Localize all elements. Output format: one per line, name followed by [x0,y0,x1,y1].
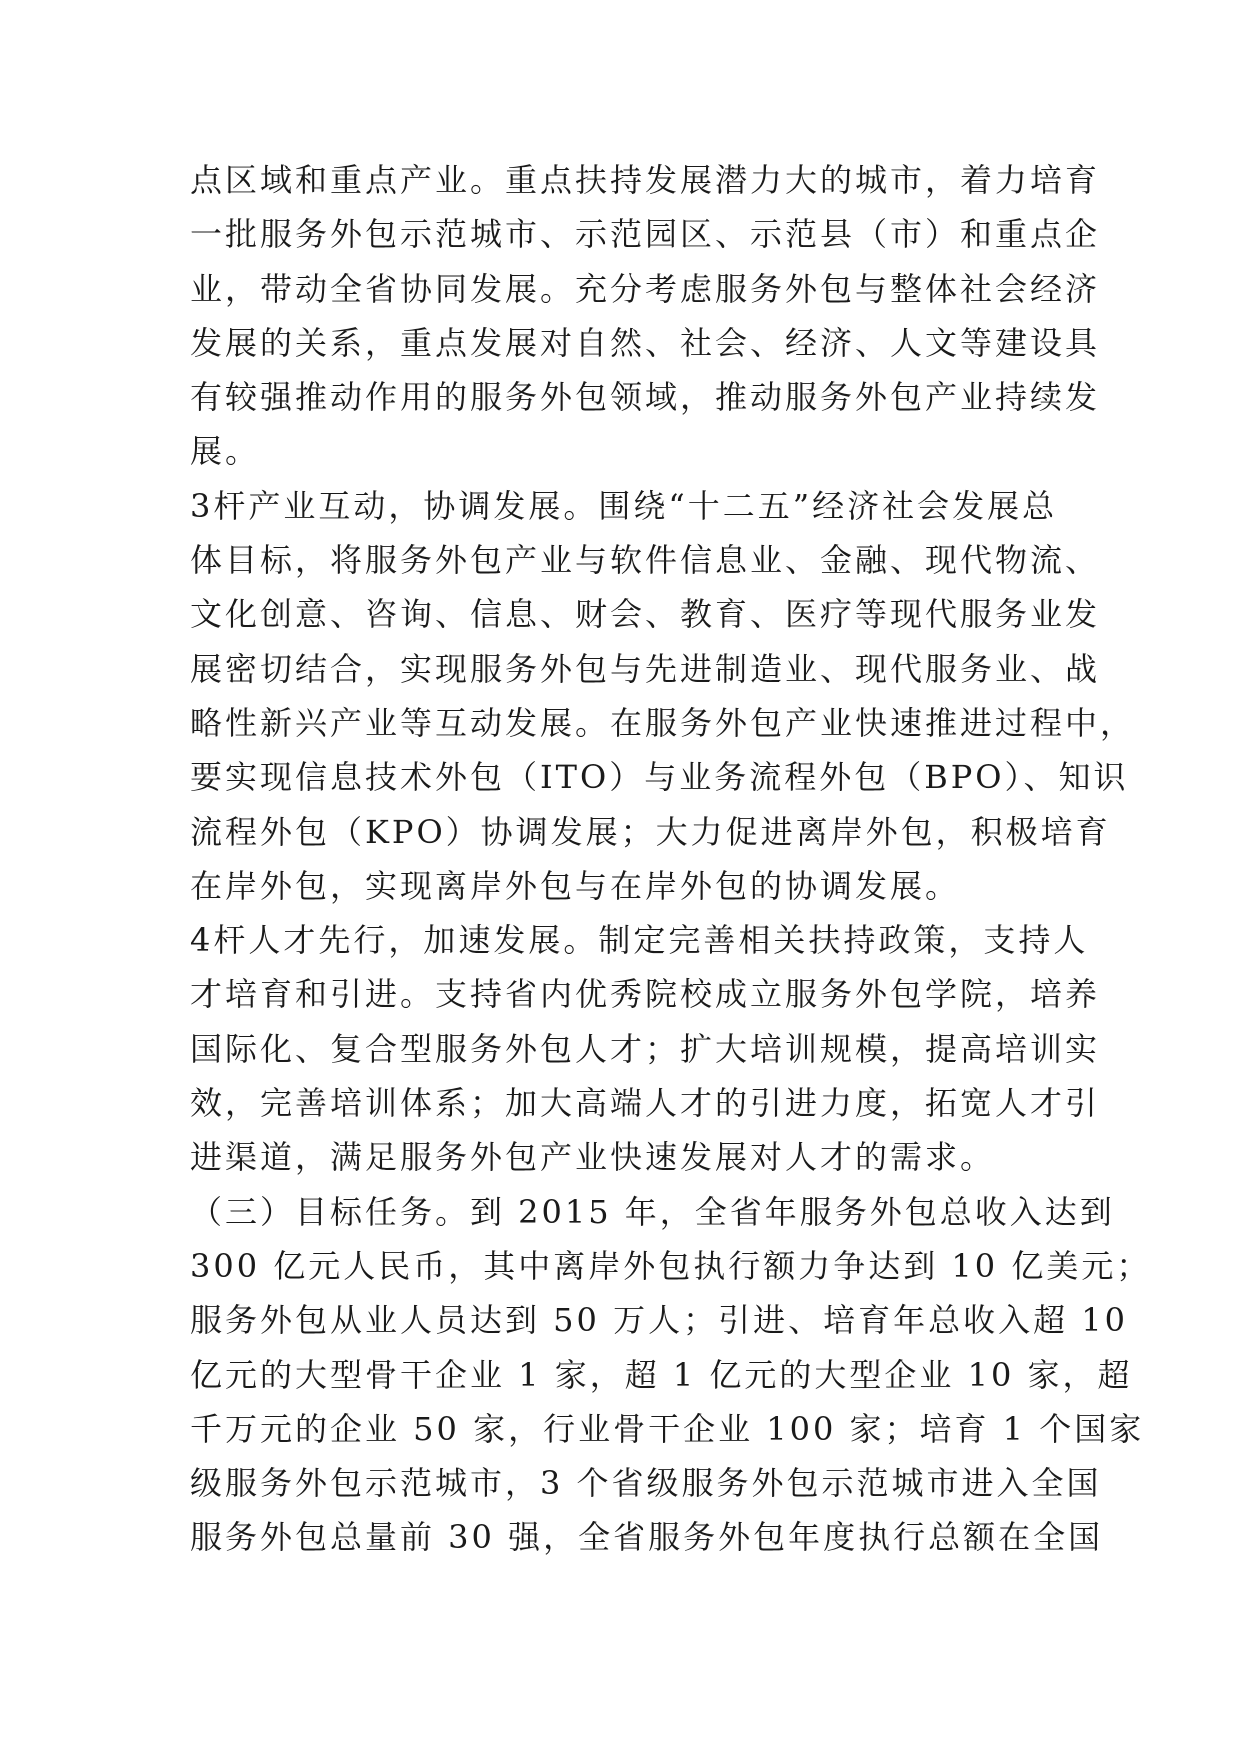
text-line: 展密切结合，实现服务外包与先进制造业、现代服务业、战 [190,649,1101,688]
text-line: 效，完善培训体系；加大高端人才的引进力度，拓宽人才引 [190,1084,1101,1123]
text-line: 进渠道，满足服务外包产业快速发展对人才的需求。 [190,1138,996,1177]
text-line: 展。 [190,432,261,471]
text-line: 300 亿元人民币，其中离岸外包执行额力争达到 10 亿美元； [190,1246,1152,1285]
text-line: 千万元的企业 50 家，行业骨干企业 100 家；培育 1 个国家 [190,1409,1145,1448]
text-line: 文化创意、咨询、信息、财会、教育、医疗等现代服务业发 [190,595,1101,634]
text-line: 在岸外包，实现离岸外包与在岸外包的协调发展。 [190,866,961,905]
text-line: 有较强推动作用的服务外包领域，推动服务外包产业持续发 [190,378,1101,417]
text-line: 体目标，将服务外包产业与软件信息业、金融、现代物流、 [190,541,1101,580]
text-line: 服务外包从业人员达到 50 万人；引进、培育年总收入超 10 [190,1301,1128,1340]
text-line: 略性新兴产业等互动发展。在服务外包产业快速推进过程中， [190,703,1136,742]
text-line: 国际化、复合型服务外包人才；扩大培训规模，提高培训实 [190,1029,1101,1068]
text-line: 一批服务外包示范城市、示范园区、示范县（市）和重点企 [190,215,1101,254]
text-line: （三）目标任务。到 2015 年，全省年服务外包总收入达到 [190,1192,1115,1231]
text-line: 发展的关系，重点发展对自然、社会、经济、人文等建设具 [190,323,1101,362]
text-line: 才培育和引进。支持省内优秀院校成立服务外包学院，培养 [190,975,1101,1014]
text-line: 3杆产业互动，协调发展。围绕“十二五”经济社会发展总 [190,486,1058,525]
text-line: 服务外包总量前 30 强，全省服务外包年度执行总额在全国 [190,1518,1104,1557]
text-line: 业，带动全省协同发展。充分考虑服务外包与整体社会经济 [190,269,1101,308]
text-line: 亿元的大型骨干企业 1 家，超 1 亿元的大型企业 10 家，超 [190,1355,1133,1394]
text-line: 要实现信息技术外包（ITO）与业务流程外包（BPO）、知识 [190,758,1129,797]
text-line: 流程外包（KPO）协调发展；大力促进离岸外包，积极培育 [190,812,1111,851]
body-text [190,153,1152,1565]
text-line: 点区域和重点产业。重点扶持发展潜力大的城市，着力培育 [190,161,1101,199]
text-line: 级服务外包示范城市，3 个省级服务外包示范城市进入全国 [190,1464,1102,1503]
text-line: 4杆人才先行，加速发展。制定完善相关扶持政策，支持人 [190,921,1089,960]
